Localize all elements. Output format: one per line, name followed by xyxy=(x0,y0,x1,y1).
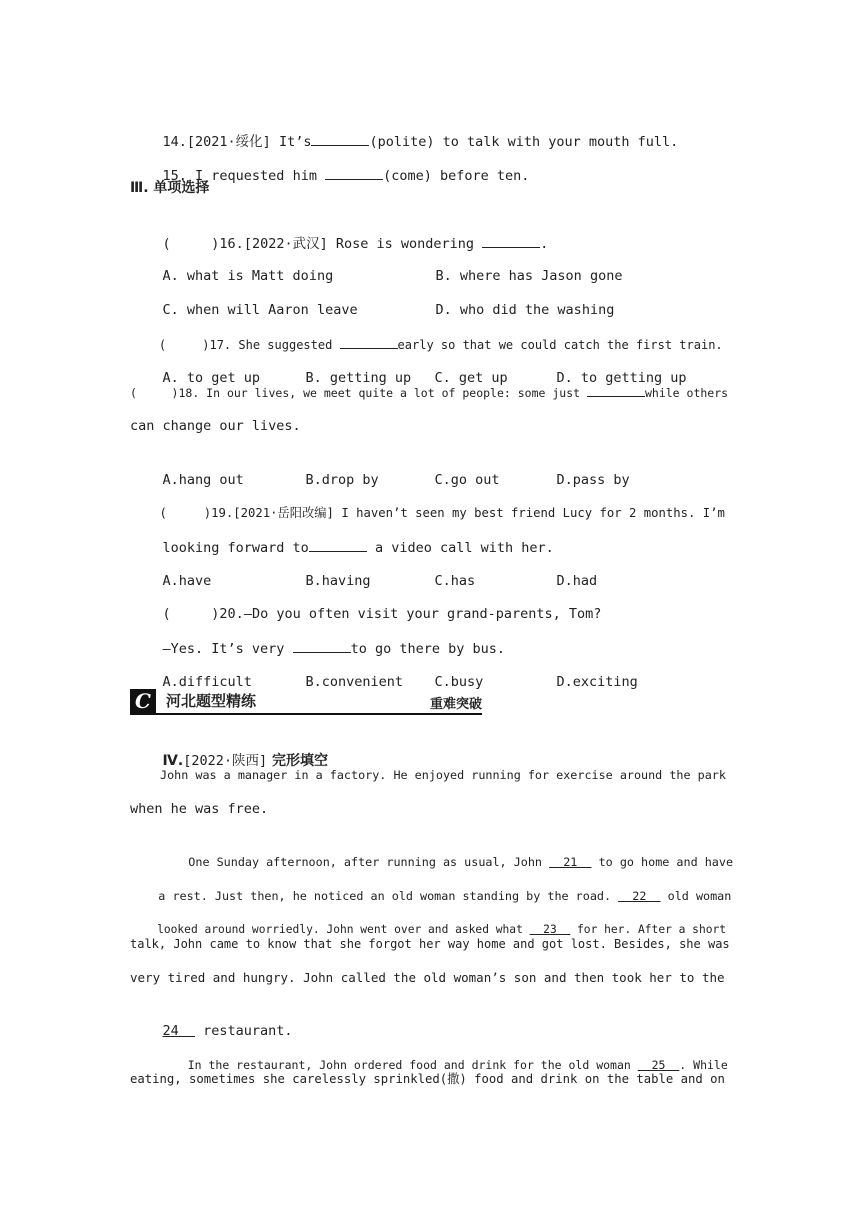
question-18-line2: can change our lives. xyxy=(130,418,301,434)
option-a[interactable]: A. to get up xyxy=(162,370,261,386)
banner-title: 河北题型精练 xyxy=(166,692,257,710)
section-heading-3: Ⅲ. 单项选择 xyxy=(130,180,210,196)
option-d[interactable]: D. to getting up xyxy=(556,370,687,386)
question-15: 15. I requested him (come) before ten. xyxy=(130,145,732,206)
passage-p2-line4: talk, John came to know that she forgot her way home and got lost. Besides, she was xyxy=(130,937,730,951)
passage-p1-line2: when he was free. xyxy=(130,801,269,817)
option-a[interactable]: A.have xyxy=(162,573,212,589)
option-b[interactable]: B.convenient xyxy=(305,674,404,690)
answer-paren[interactable]: ( ) xyxy=(162,606,220,622)
passage-p2-line2: a rest. Just then, he noticed an old woman standing by the road. 22 old woman xyxy=(158,889,732,903)
question-source: [2021·绥化] xyxy=(186,134,271,150)
passage-p1-line1: John was a manager in a factory. He enjoyed running for exercise around the park xyxy=(160,768,726,782)
option-d[interactable]: D.pass by xyxy=(556,472,630,488)
answer-blank[interactable] xyxy=(293,638,351,653)
blank-24[interactable]: 24 xyxy=(162,1023,196,1039)
section-banner xyxy=(130,687,482,715)
option-c[interactable]: C.has xyxy=(434,573,476,589)
question-16: ( )16.[2022·武汉] Rose is wondering . xyxy=(130,213,732,274)
answer-paren[interactable]: ( ) xyxy=(159,506,212,520)
option-a[interactable]: A.difficult xyxy=(162,674,252,690)
answer-paren[interactable]: ( ) xyxy=(162,236,220,252)
passage-p2-line1: One Sunday afternoon, after running as usual, John 21 to go home and have xyxy=(188,855,734,869)
question-19: ( )19.[2021·岳阳改编] I haven’t seen my best friend Lucy for 2 months. I’m xyxy=(159,506,725,520)
option-b[interactable]: B.having xyxy=(305,573,371,589)
answer-blank[interactable] xyxy=(311,131,369,146)
answer-blank[interactable] xyxy=(309,537,367,552)
question-number: 14. xyxy=(162,134,187,150)
question-number: 15. xyxy=(162,168,187,184)
passage-p2-line5: very tired and hungry. John called the old woman’s son and then took her to the xyxy=(130,970,725,985)
blank-21[interactable]: 21 xyxy=(549,855,592,869)
question-17: ( )17. She suggested early so that we could catch the first train. xyxy=(130,314,732,375)
blank-23[interactable]: 23 xyxy=(529,923,571,936)
option-b[interactable]: B. where has Jason gone xyxy=(435,268,623,284)
question-20: ( )20.—Do you often visit your grand-parents, Tom? xyxy=(162,606,602,622)
option-c[interactable]: C.busy xyxy=(434,674,484,690)
answer-blank[interactable] xyxy=(340,334,398,349)
option-c[interactable]: C. get up xyxy=(434,370,508,386)
option-d[interactable]: D. who did the washing xyxy=(435,302,615,318)
option-b[interactable]: B. getting up xyxy=(305,370,412,386)
passage-p2-line3: looked around worriedly. John went over and asked what 23 for her. After a short xyxy=(157,923,727,936)
option-c[interactable]: C. when will Aaron leave xyxy=(162,302,358,318)
option-a[interactable]: A. what is Matt doing xyxy=(162,268,334,284)
option-d[interactable]: D.exciting xyxy=(556,674,638,690)
blank-22[interactable]: 22 xyxy=(618,889,661,903)
answer-paren[interactable]: ( ) xyxy=(158,338,210,352)
passage-p3-line2: eating, sometimes she carelessly sprinkled(撒) food and drink on the table and on xyxy=(130,1072,725,1086)
question-18: ( )18. In our lives, we meet quite a lot of people: some just while others xyxy=(130,382,732,403)
banner-rule xyxy=(130,713,482,715)
answer-paren[interactable]: ( ) xyxy=(130,386,179,400)
passage-p2-line6: 24 restaurant. xyxy=(162,1023,293,1039)
question-19-line2: looking forward to a video call with her. xyxy=(130,517,732,578)
passage-p3-line1: In the restaurant, John ordered food and drink for the old woman 25 . While xyxy=(187,1058,728,1072)
question-14: 14.[2021·绥化] It’s (polite) to talk with your mouth full. xyxy=(130,111,732,172)
option-b[interactable]: B.drop by xyxy=(305,472,379,488)
answer-blank[interactable] xyxy=(587,382,645,397)
option-c[interactable]: C.go out xyxy=(434,472,500,488)
banner-c-logo: C xyxy=(130,689,156,713)
option-d[interactable]: D.had xyxy=(556,573,598,589)
blank-25[interactable]: 25 xyxy=(637,1058,680,1072)
option-a[interactable]: A.hang out xyxy=(162,472,244,488)
section-heading-4: Ⅳ.[2022·陕西] 完形填空 xyxy=(162,753,328,769)
banner-subtitle: 重难突破 xyxy=(429,697,482,712)
question-20-line2: —Yes. It’s very to go there by bus. xyxy=(130,618,732,679)
